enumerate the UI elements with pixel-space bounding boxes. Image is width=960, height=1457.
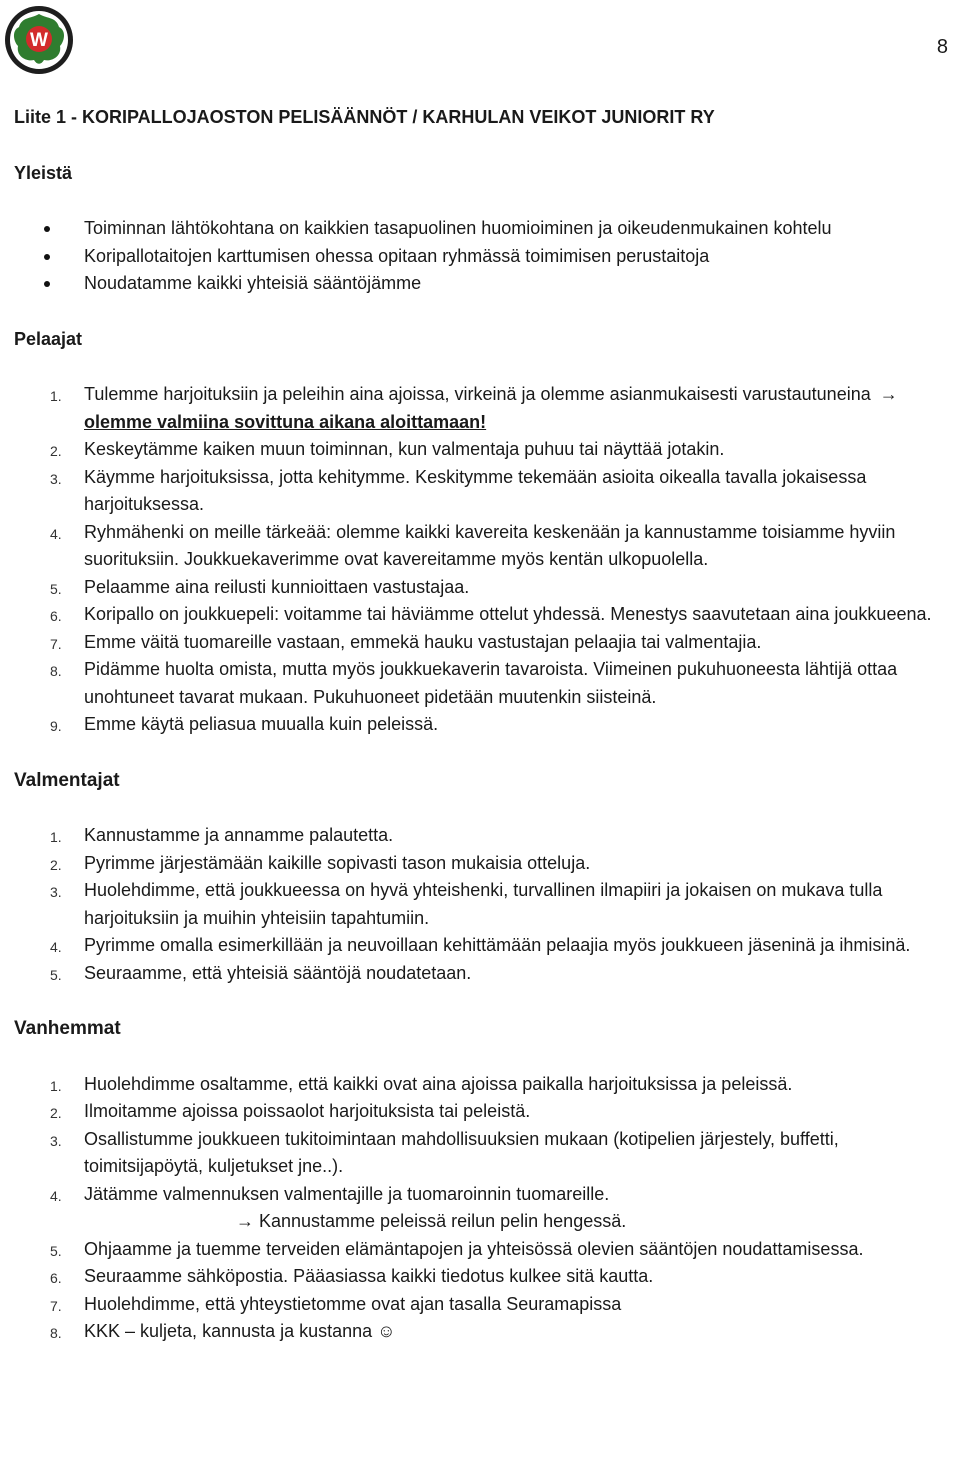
list-item — [14, 1318, 954, 1346]
item-number: 6. — [50, 1270, 62, 1286]
list-item — [14, 574, 954, 602]
item-number: 4. — [50, 1187, 62, 1204]
item-number: 4. — [50, 939, 62, 955]
item-text: Tulemme harjoituksiin ja peleihin aina ajoissa, virkeinä ja olemme asianmukaisesti varustautuneina — [84, 384, 871, 404]
page-number: 8 — [936, 36, 948, 58]
list-item — [14, 960, 954, 988]
section-heading-yleista: Yleistä — [14, 162, 73, 183]
item-text: Käymme harjoituksissa, jotta kehitymme. Keskitymme tekemään asioita oikealla tavalla jokaisessa harjoituksessa. — [84, 466, 867, 514]
list-item: Koripallotaitojen karttumisen ohessa opitaan ryhmässä toimimisen perustaitoja — [14, 243, 954, 271]
yleista-list — [14, 215, 954, 298]
list-item — [14, 877, 954, 932]
item-text: Seuraamme, että yhteisiä sääntöjä noudatetaan. — [84, 962, 472, 983]
list-item — [14, 436, 954, 464]
club-logo — [4, 5, 74, 75]
list-item — [14, 601, 954, 629]
list-item — [14, 1098, 954, 1126]
item-number: 4. — [50, 525, 62, 542]
item-number: 9. — [50, 718, 62, 734]
list-item — [14, 850, 954, 878]
vanhemmat-list — [14, 1071, 954, 1346]
item-text: Keskeytämme kaiken muun toiminnan, kun valmentaja puhuu tai näyttää jotakin. — [84, 439, 725, 459]
item-text: Ryhmähenki on meille tärkeää: olemme kaikki kavereita keskenään ja kannustamme toisiamme hyviin suorituksiin. Joukkuekaverimme ovat kavereitamme myös kentän ulkopuolella. — [84, 521, 896, 569]
list-item — [14, 1181, 954, 1209]
item-text: Emme väitä tuomareille vastaan, emmekä hauku vastustajan pelaajia tai valmentajia. — [84, 631, 762, 652]
item-number: 1. — [50, 1077, 62, 1094]
item-text: Seuraamme sähköpostia. Pääasiassa kaikki tiedotus kulkee sitä kautta. — [84, 1266, 654, 1286]
list-item — [14, 1263, 954, 1291]
item-text: Emme käytä peliasua muualla kuin peleissä. — [84, 714, 439, 734]
section-heading-valmentajat: Valmentajat — [14, 769, 120, 791]
arrow-icon: → — [879, 384, 898, 404]
item-text: Ohjaamme ja tuemme terveiden elämäntapojen ja yhteisössä olevien sääntöjen noudattamisessa. — [84, 1238, 864, 1259]
item-number: 2. — [50, 856, 62, 873]
item-text: Huolehdimme, että joukkueessa on hyvä yhteishenki, turvallinen ilmapiiri ja jokaisen on mukava tulla harjoituksiin ja muihin yhteisiin tapahtumiin. — [84, 880, 883, 928]
item-number: 3. — [50, 1132, 62, 1149]
item-text: Pyrimme omalla esimerkillään ja neuvoillaan kehittämään pelaajia myös joukkueen jäseninä ja ihmisinä. — [84, 935, 911, 955]
item-number: 8. — [50, 663, 62, 679]
note-line — [14, 1208, 954, 1236]
item-text: Ilmoitamme ajoissa poissaolot harjoituksista tai peleistä. — [84, 1101, 531, 1121]
section-heading-pelaajat: Pelaajat — [14, 328, 83, 349]
list-item — [14, 1126, 954, 1181]
item-number: 7. — [50, 635, 62, 652]
item-number: 7. — [50, 1297, 62, 1314]
list-item — [14, 1291, 954, 1319]
list-item: Noudatamme kaikki yhteisiä sääntöjämme — [14, 270, 954, 298]
item-text: Jätämme valmennuksen valmentajille ja tuomaroinnin tuomareille. — [84, 1183, 610, 1204]
valmentajat-list — [14, 822, 954, 987]
document-body — [14, 104, 954, 1374]
item-number: 1. — [50, 388, 62, 404]
item-number: 2. — [50, 443, 62, 459]
document-title: Liite 1 - KORIPALLOJAOSTON PELISÄÄNNÖT / KARHULAN VEIKOT JUNIORIT RY — [14, 107, 715, 127]
item-text: Pelaamme aina reilusti kunnioittaen vastustajaa. — [84, 576, 470, 597]
item-text: Kannustamme ja annamme palautetta. — [84, 825, 394, 845]
emphasis-text: olemme valmiina sovittuna aikana aloittamaan! — [84, 411, 487, 432]
item-text: Osallistumme joukkueen tukitoimintaan mahdollisuuksien mukaan (kotipelien järjestely, buffetti, toimitsijapöytä, kuljetukset jne..). — [84, 1128, 839, 1176]
item-text: Pyrimme järjestämään kaikille sopivasti tason mukaisia otteluja. — [84, 852, 591, 873]
list-item — [14, 381, 954, 436]
item-number: 1. — [50, 829, 62, 845]
item-text: Huolehdimme osaltamme, että kaikki ovat aina ajoissa paikalla harjoituksissa ja peleissä. — [84, 1073, 793, 1094]
pelaajat-list — [14, 381, 954, 739]
item-text: KKK – kuljeta, kannusta ja kustanna ☺ — [84, 1321, 396, 1341]
note-text: → Kannustamme peleissä reilun pelin hengessä. — [236, 1211, 627, 1231]
section-heading-vanhemmat: Vanhemmat — [14, 1018, 121, 1039]
item-number: 8. — [50, 1325, 62, 1341]
list-item — [14, 519, 954, 574]
item-number: 2. — [50, 1105, 62, 1121]
item-number: 5. — [50, 1242, 62, 1259]
item-number: 3. — [50, 884, 62, 900]
list-item — [14, 464, 954, 519]
item-number: 5. — [50, 580, 62, 597]
item-number: 6. — [50, 608, 62, 624]
item-text: Pidämme huolta omista, mutta myös joukkuekaverin tavaroista. Viimeinen pukuhuoneesta lähtijä ottaa unohtuneet tavarat mukaan. Pukuhuoneet pidetään muutenkin siisteinä. — [84, 659, 898, 707]
list-item — [14, 822, 954, 850]
list-item — [14, 711, 954, 739]
list-item — [14, 1236, 954, 1264]
list-item: Toiminnan lähtökohtana on kaikkien tasapuolinen huomioiminen ja oikeudenmukainen kohtelu — [14, 215, 954, 243]
list-item — [14, 656, 954, 711]
list-item — [14, 629, 954, 657]
list-item — [14, 1071, 954, 1099]
logo-letter: W — [30, 30, 48, 51]
item-text: Huolehdimme, että yhteystietomme ovat ajan tasalla Seuramapissa — [84, 1293, 622, 1314]
list-item — [14, 932, 954, 960]
item-text: Koripallo on joukkuepeli: voitamme tai häviämme ottelut yhdessä. Menestys saavutetaan aina joukkueena. — [84, 604, 932, 624]
item-number: 5. — [50, 966, 62, 983]
item-number: 3. — [50, 470, 62, 487]
